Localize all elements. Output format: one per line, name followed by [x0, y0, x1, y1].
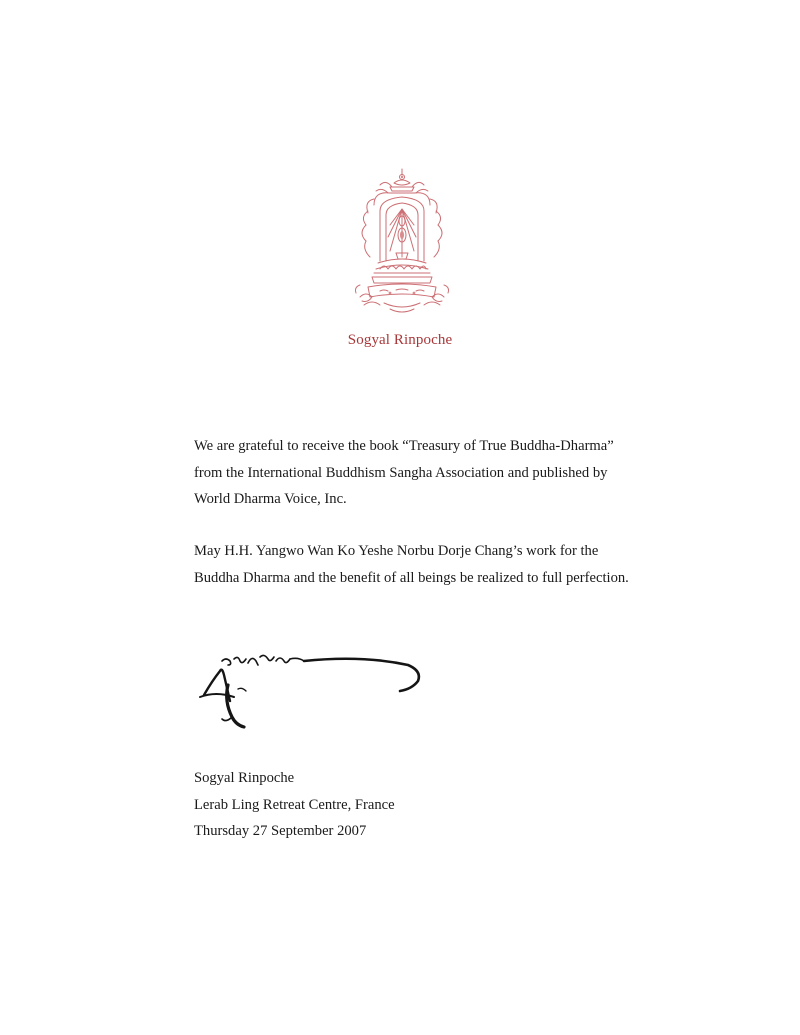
handwritten-signature-icon [192, 645, 432, 737]
closing-location: Lerab Ling Retreat Centre, France [194, 796, 395, 813]
body-paragraph-2: May H.H. Yangwo Wan Ko Yeshe Norbu Dorje Chang’s work for the Buddha Dharma and the benefit of all beings be realized to full perfection. [194, 543, 629, 586]
letterhead-name: Sogyal Rinpoche [347, 332, 453, 348]
closing-name: Sogyal Rinpoche [194, 770, 295, 786]
body-paragraph-1: We are grateful to receive the book “Treasury of True Buddha-Dharma” from the International Buddhism Sangha Association and published by World Dharma Voice, Inc. [194, 438, 614, 507]
closing-date: Thursday 27 September 2007 [194, 823, 367, 839]
stupa-emblem-icon [350, 165, 454, 317]
closing-block [194, 765, 395, 845]
